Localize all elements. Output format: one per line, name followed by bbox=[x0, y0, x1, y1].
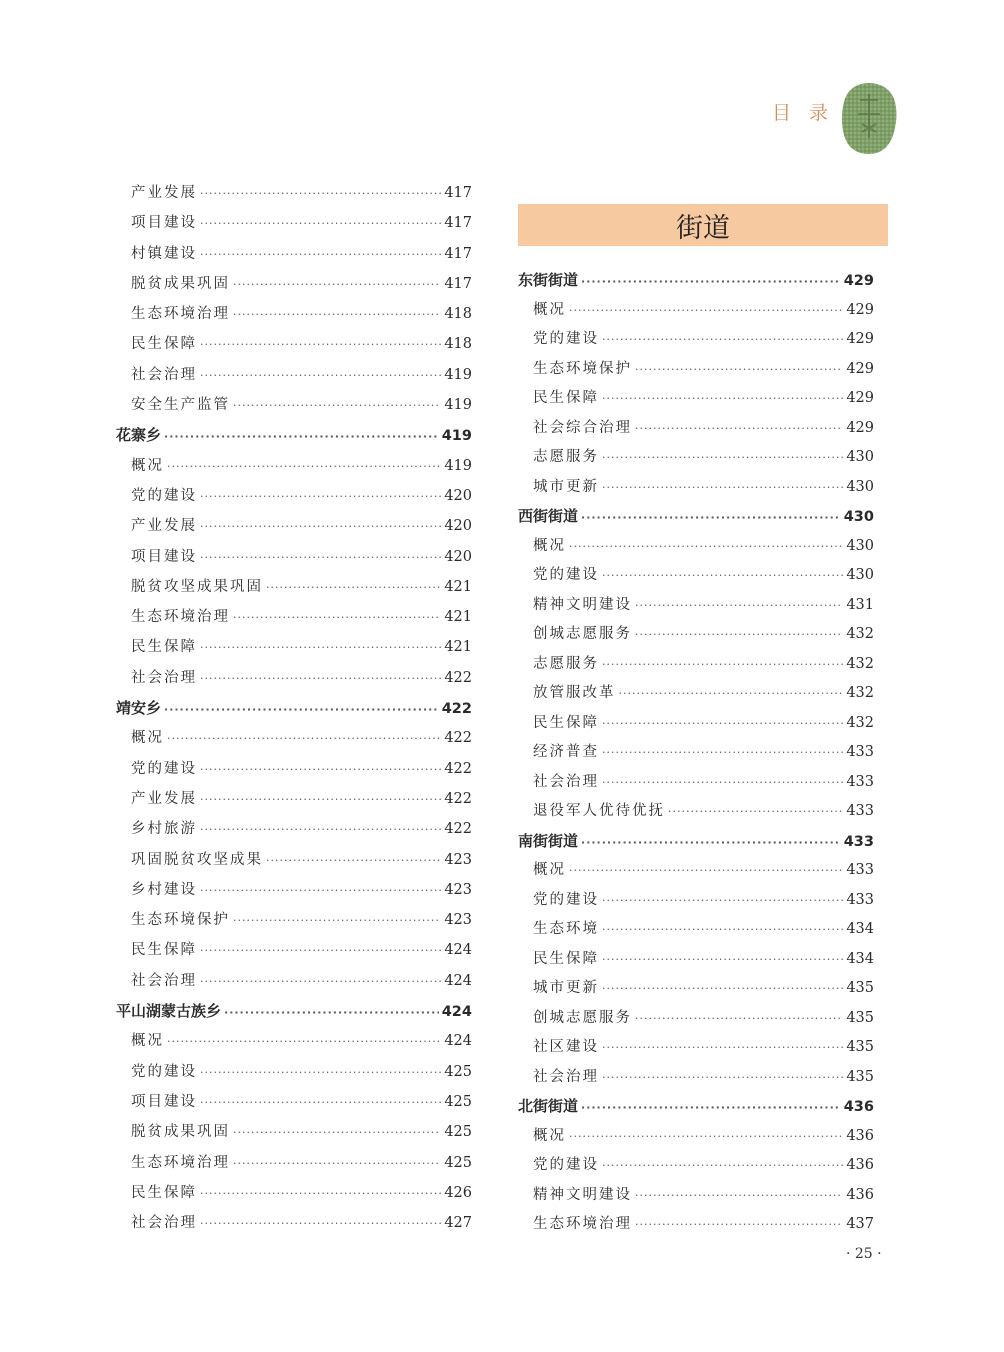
toc-entry[interactable] bbox=[518, 620, 874, 650]
toc-entry[interactable] bbox=[116, 814, 472, 844]
toc-entry-label: 乡村建设 bbox=[131, 881, 197, 898]
toc-entry-page: 419 bbox=[444, 457, 472, 474]
toc-entry-page: 429 bbox=[843, 273, 874, 289]
toc-leader-dots bbox=[167, 724, 441, 754]
toc-entry-label: 产业发展 bbox=[131, 185, 197, 201]
toc-left-column bbox=[116, 178, 472, 1238]
toc-entry-label: 民生保障 bbox=[131, 639, 197, 656]
toc-section-entry[interactable] bbox=[518, 827, 874, 857]
toc-leader-dots bbox=[200, 512, 441, 542]
toc-leader-dots bbox=[668, 797, 843, 827]
toc-leader-dots bbox=[200, 482, 441, 512]
toc-entry-label: 靖安乡 bbox=[116, 699, 162, 718]
toc-entry[interactable] bbox=[518, 414, 874, 444]
toc-leader-dots bbox=[602, 384, 843, 414]
toc-leader-dots bbox=[200, 1179, 441, 1209]
toc-leader-dots bbox=[602, 1033, 843, 1063]
toc-entry-page: 417 bbox=[444, 215, 472, 232]
toc-entry[interactable] bbox=[518, 1210, 874, 1240]
toc-entry-page: 431 bbox=[846, 596, 874, 613]
toc-entry-label: 社区建设 bbox=[533, 1039, 599, 1055]
toc-leader-dots bbox=[233, 300, 441, 330]
toc-entry-page: 436 bbox=[846, 1127, 874, 1144]
toc-entry[interactable] bbox=[116, 966, 472, 996]
toc-leader-dots bbox=[602, 325, 843, 355]
toc-entry-page: 433 bbox=[846, 803, 874, 819]
toc-entry-page: 421 bbox=[444, 639, 472, 656]
toc-entry-label: 平山湖蒙古族乡 bbox=[116, 1002, 222, 1021]
toc-entry-page: 423 bbox=[444, 851, 472, 868]
toc-entry[interactable] bbox=[116, 754, 472, 784]
toc-entry-page: 425 bbox=[444, 1154, 472, 1171]
toc-entry[interactable] bbox=[518, 443, 874, 473]
toc-leader-dots bbox=[635, 1004, 843, 1034]
toc-leader-dots bbox=[233, 1149, 441, 1179]
toc-entry-page: 432 bbox=[846, 685, 874, 701]
toc-leader-dots bbox=[635, 355, 843, 385]
toc-leader-dots bbox=[266, 573, 441, 603]
toc-entry-label: 概况 bbox=[533, 1127, 566, 1144]
toc-section-entry[interactable] bbox=[518, 1092, 874, 1122]
toc-entry[interactable] bbox=[518, 473, 874, 503]
toc-entry-label: 东街街道 bbox=[518, 271, 579, 289]
toc-entry[interactable] bbox=[116, 845, 472, 875]
toc-entry-label: 志愿服务 bbox=[533, 655, 599, 672]
toc-entry-page: 426 bbox=[444, 1184, 472, 1201]
toc-entry-label: 概况 bbox=[131, 457, 164, 474]
toc-entry-page: 434 bbox=[846, 950, 874, 967]
toc-entry-label: 民生保障 bbox=[533, 950, 599, 967]
toc-leader-dots bbox=[619, 679, 844, 709]
toc-entry-label: 党的建设 bbox=[533, 567, 599, 583]
toc-entry-page: 419 bbox=[444, 397, 472, 414]
toc-entry[interactable] bbox=[518, 591, 874, 621]
toc-leader-dots bbox=[602, 915, 843, 945]
toc-entry-page: 430 bbox=[846, 449, 874, 465]
toc-entry-label: 概况 bbox=[533, 862, 566, 878]
toc-entry[interactable] bbox=[518, 296, 874, 326]
toc-entry-page: 423 bbox=[444, 881, 472, 898]
toc-entry-page: 430 bbox=[846, 537, 874, 554]
toc-leader-dots bbox=[635, 620, 843, 650]
toc-leader-dots bbox=[635, 414, 843, 444]
toc-entry-label: 北街街道 bbox=[518, 1097, 579, 1115]
toc-entry-page: 422 bbox=[441, 701, 472, 718]
toc-entry[interactable] bbox=[116, 329, 472, 359]
toc-leader-dots bbox=[200, 209, 441, 239]
toc-leader-dots bbox=[635, 1181, 843, 1211]
toc-leader-dots bbox=[602, 974, 843, 1004]
toc-entry[interactable] bbox=[518, 1151, 874, 1181]
toc-entry[interactable] bbox=[518, 856, 874, 886]
toc-entry-page: 429 bbox=[846, 331, 874, 347]
toc-entry[interactable] bbox=[116, 542, 472, 572]
toc-entry[interactable] bbox=[116, 208, 472, 238]
toc-entry-label: 产业发展 bbox=[131, 790, 197, 807]
toc-entry[interactable] bbox=[518, 355, 874, 385]
toc-entry[interactable] bbox=[518, 1063, 874, 1093]
toc-entry-page: 432 bbox=[846, 655, 874, 672]
toc-entry-page: 433 bbox=[846, 862, 874, 878]
toc-entry-label: 西街街道 bbox=[518, 507, 579, 525]
toc-entry[interactable] bbox=[518, 384, 874, 414]
toc-leader-dots bbox=[581, 1093, 841, 1123]
toc-leader-dots bbox=[200, 664, 441, 694]
toc-entry-page: 430 bbox=[843, 509, 874, 525]
toc-entry-label: 概况 bbox=[131, 1033, 164, 1050]
toc-leader-dots bbox=[602, 1151, 843, 1181]
toc-leader-dots bbox=[200, 1058, 441, 1088]
toc-leader-dots bbox=[635, 1210, 843, 1240]
toc-entry[interactable] bbox=[116, 299, 472, 329]
toc-leader-dots bbox=[200, 967, 441, 997]
toc-entry-label: 脱贫成果巩固 bbox=[131, 1124, 230, 1141]
toc-entry-page: 436 bbox=[843, 1099, 874, 1115]
toc-entry-page: 425 bbox=[444, 1093, 472, 1110]
toc-entry[interactable] bbox=[116, 723, 472, 753]
toc-entry-label: 民生保障 bbox=[131, 942, 197, 959]
toc-entry[interactable] bbox=[116, 481, 472, 511]
toc-entry-page: 427 bbox=[444, 1215, 472, 1232]
toc-entry[interactable] bbox=[116, 239, 472, 269]
toc-entry-page: 421 bbox=[444, 578, 472, 595]
toc-entry[interactable] bbox=[518, 886, 874, 916]
toc-leader-dots bbox=[635, 591, 843, 621]
toc-entry-page: 430 bbox=[846, 567, 874, 583]
toc-section-entry[interactable] bbox=[116, 420, 472, 450]
toc-entry-page: 425 bbox=[444, 1063, 472, 1080]
toc-entry-page: 422 bbox=[444, 760, 472, 777]
toc-entry[interactable] bbox=[116, 1087, 472, 1117]
toc-entry-label: 乡村旅游 bbox=[131, 821, 197, 838]
toc-entry-label: 社会治理 bbox=[533, 1068, 599, 1085]
toc-entry-page: 424 bbox=[441, 1004, 472, 1021]
toc-entry[interactable] bbox=[116, 784, 472, 814]
toc-entry-label: 南街街道 bbox=[518, 831, 579, 850]
toc-entry-label: 经济普查 bbox=[533, 744, 599, 760]
toc-entry-label: 生态环境 bbox=[533, 921, 599, 937]
toc-entry[interactable] bbox=[116, 511, 472, 541]
toc-leader-dots bbox=[569, 296, 843, 326]
toc-entry-page: 420 bbox=[444, 548, 472, 565]
toc-entry-page: 417 bbox=[444, 185, 472, 201]
toc-entry-label: 城市更新 bbox=[533, 478, 599, 495]
toc-entry[interactable] bbox=[518, 1122, 874, 1152]
toc-entry[interactable] bbox=[116, 632, 472, 662]
toc-entry[interactable] bbox=[116, 875, 472, 905]
toc-entry-page: 432 bbox=[846, 714, 874, 731]
toc-entry-page: 417 bbox=[444, 245, 472, 262]
toc-entry-page: 417 bbox=[444, 275, 472, 292]
toc-entry-label: 巩固脱贫攻坚成果 bbox=[131, 851, 263, 868]
toc-leader-dots bbox=[164, 695, 439, 725]
toc-leader-dots bbox=[602, 443, 843, 473]
toc-entry-label: 项目建设 bbox=[131, 548, 197, 565]
toc-entry-page: 433 bbox=[846, 773, 874, 790]
toc-entry-label: 安全生产监管 bbox=[131, 397, 230, 414]
toc-entry[interactable] bbox=[518, 768, 874, 798]
toc-entry-page: 436 bbox=[846, 1157, 874, 1173]
toc-leader-dots bbox=[602, 738, 843, 768]
toc-entry[interactable] bbox=[116, 1178, 472, 1208]
toc-leader-dots bbox=[569, 1122, 843, 1152]
toc-entry-page: 420 bbox=[444, 518, 472, 535]
toc-leader-dots bbox=[200, 179, 441, 209]
header-title: 目 录 bbox=[772, 102, 835, 124]
toc-entry[interactable] bbox=[518, 915, 874, 945]
toc-leader-dots bbox=[602, 945, 843, 975]
toc-entry-label: 党的建设 bbox=[533, 1157, 599, 1173]
toc-entry-page: 419 bbox=[441, 428, 472, 445]
toc-entry-label: 党的建设 bbox=[533, 331, 599, 347]
toc-entry[interactable] bbox=[518, 1181, 874, 1211]
toc-entry-label: 生态环境治理 bbox=[131, 1154, 230, 1171]
toc-entry[interactable] bbox=[518, 650, 874, 680]
toc-entry[interactable] bbox=[116, 451, 472, 481]
toc-leader-dots bbox=[602, 886, 843, 916]
toc-entry-label: 创城志愿服务 bbox=[533, 626, 632, 642]
toc-leader-dots bbox=[602, 561, 843, 591]
toc-entry-page: 429 bbox=[846, 390, 874, 406]
toc-entry-page: 435 bbox=[846, 1068, 874, 1085]
toc-leader-dots bbox=[200, 633, 441, 663]
toc-leader-dots bbox=[602, 650, 843, 680]
toc-entry[interactable] bbox=[116, 360, 472, 390]
toc-entry-page: 422 bbox=[444, 821, 472, 838]
toc-leader-dots bbox=[233, 1118, 441, 1148]
toc-entry-page: 422 bbox=[444, 730, 472, 747]
toc-entry[interactable] bbox=[518, 561, 874, 591]
toc-entry-page: 429 bbox=[846, 419, 874, 436]
toc-leader-dots bbox=[200, 1209, 441, 1239]
toc-leader-dots bbox=[200, 755, 441, 785]
toc-entry-label: 产业发展 bbox=[131, 518, 197, 535]
toc-entry-label: 党的建设 bbox=[533, 891, 599, 908]
toc-entry-label: 生态环境治理 bbox=[131, 306, 230, 323]
toc-leader-dots bbox=[200, 330, 441, 360]
toc-entry[interactable] bbox=[116, 572, 472, 602]
toc-leader-dots bbox=[200, 815, 441, 845]
toc-entry[interactable] bbox=[116, 269, 472, 299]
toc-entry-label: 生态环境保护 bbox=[131, 912, 230, 929]
toc-entry[interactable] bbox=[116, 1148, 472, 1178]
toc-entry[interactable] bbox=[116, 935, 472, 965]
toc-entry-label: 概况 bbox=[131, 730, 164, 747]
toc-leader-dots bbox=[602, 709, 843, 739]
toc-entry-label: 精神文明建设 bbox=[533, 1186, 632, 1203]
toc-entry[interactable] bbox=[116, 1026, 472, 1056]
toc-leader-dots bbox=[200, 361, 441, 391]
toc-entry-page: 435 bbox=[846, 980, 874, 996]
toc-entry-label: 党的建设 bbox=[131, 1063, 197, 1080]
toc-entry[interactable] bbox=[518, 325, 874, 355]
toc-entry-label: 社会治理 bbox=[131, 972, 197, 989]
toc-entry-label: 生态环境治理 bbox=[533, 1216, 632, 1232]
toc-entry-page: 434 bbox=[846, 921, 874, 937]
toc-entry-label: 放管服改革 bbox=[533, 685, 616, 701]
toc-leader-dots bbox=[200, 543, 441, 573]
toc-entry-label: 城市更新 bbox=[533, 980, 599, 996]
toc-leader-dots bbox=[569, 532, 843, 562]
toc-entry-page: 419 bbox=[444, 366, 472, 383]
toc-leader-dots bbox=[581, 828, 841, 858]
toc-entry[interactable] bbox=[116, 602, 472, 632]
toc-leader-dots bbox=[233, 906, 441, 936]
toc-entry-page: 420 bbox=[444, 487, 472, 504]
toc-section-entry[interactable] bbox=[116, 693, 472, 723]
toc-entry[interactable] bbox=[518, 1033, 874, 1063]
toc-entry-page: 430 bbox=[846, 478, 874, 495]
toc-entry-page: 418 bbox=[444, 336, 472, 353]
section-banner: 街道 bbox=[518, 204, 888, 246]
toc-entry-page: 421 bbox=[444, 609, 472, 626]
toc-entry-label: 项目建设 bbox=[131, 215, 197, 232]
toc-leader-dots bbox=[167, 452, 441, 482]
toc-entry[interactable] bbox=[116, 905, 472, 935]
toc-entry-label: 社会治理 bbox=[131, 1215, 197, 1232]
toc-list-left bbox=[116, 178, 472, 1238]
toc-entry[interactable] bbox=[518, 974, 874, 1004]
toc-leader-dots bbox=[200, 785, 441, 815]
toc-leader-dots bbox=[569, 856, 843, 886]
toc-entry[interactable] bbox=[518, 945, 874, 975]
toc-entry-page: 429 bbox=[846, 301, 874, 318]
toc-entry-page: 424 bbox=[444, 942, 472, 959]
toc-leader-dots bbox=[581, 503, 841, 533]
toc-entry[interactable] bbox=[518, 797, 874, 827]
toc-entry[interactable] bbox=[116, 1208, 472, 1238]
toc-entry-page: 435 bbox=[846, 1039, 874, 1055]
toc-entry[interactable] bbox=[518, 532, 874, 562]
toc-entry-page: 435 bbox=[846, 1009, 874, 1026]
toc-right-column bbox=[518, 204, 874, 1240]
toc-leader-dots bbox=[164, 422, 439, 452]
toc-leader-dots bbox=[200, 936, 441, 966]
toc-entry-page: 433 bbox=[846, 891, 874, 908]
toc-entry-page: 422 bbox=[444, 790, 472, 807]
toc-leader-dots bbox=[200, 240, 441, 270]
toc-leader-dots bbox=[200, 876, 441, 906]
toc-entry-page: 429 bbox=[846, 360, 874, 377]
toc-entry-label: 概况 bbox=[533, 537, 566, 554]
toc-entry-label: 精神文明建设 bbox=[533, 596, 632, 613]
toc-section-entry[interactable] bbox=[518, 266, 874, 296]
toc-leader-dots bbox=[233, 270, 441, 300]
toc-entry[interactable] bbox=[116, 390, 472, 420]
toc-entry-label: 村镇建设 bbox=[131, 245, 197, 262]
toc-entry-label: 民生保障 bbox=[131, 336, 197, 353]
toc-entry-page: 418 bbox=[444, 306, 472, 323]
toc-entry-page: 432 bbox=[846, 626, 874, 642]
toc-entry-label: 党的建设 bbox=[131, 760, 197, 777]
toc-entry-label: 民生保障 bbox=[131, 1184, 197, 1201]
toc-entry-label: 社会治理 bbox=[131, 669, 197, 686]
toc-entry[interactable] bbox=[518, 709, 874, 739]
toc-entry-page: 422 bbox=[444, 669, 472, 686]
toc-entry-label: 社会综合治理 bbox=[533, 419, 632, 436]
toc-entry-label: 社会治理 bbox=[131, 366, 197, 383]
toc-leader-dots bbox=[233, 391, 441, 421]
toc-entry[interactable] bbox=[116, 178, 472, 208]
toc-entry[interactable] bbox=[116, 1057, 472, 1087]
toc-entry-label: 退役军人优待优抚 bbox=[533, 803, 665, 819]
toc-entry-label: 生态环境保护 bbox=[533, 360, 632, 377]
toc-entry-label: 创城志愿服务 bbox=[533, 1009, 632, 1026]
toc-entry[interactable] bbox=[518, 738, 874, 768]
toc-leader-dots bbox=[167, 1027, 441, 1057]
toc-entry-label: 概况 bbox=[533, 301, 566, 318]
toc-section-entry[interactable] bbox=[116, 996, 472, 1026]
toc-leader-dots bbox=[602, 768, 843, 798]
toc-entry[interactable] bbox=[518, 679, 874, 709]
toc-entry-page: 424 bbox=[444, 972, 472, 989]
toc-entry-label: 脱贫攻坚成果巩固 bbox=[131, 578, 263, 595]
toc-leader-dots bbox=[581, 267, 841, 297]
toc-entry-page: 433 bbox=[843, 833, 874, 850]
toc-entry-label: 花寨乡 bbox=[116, 426, 162, 445]
toc-entry-label: 社会治理 bbox=[533, 773, 599, 790]
toc-entry-page: 437 bbox=[846, 1216, 874, 1232]
toc-entry-page: 433 bbox=[846, 744, 874, 760]
toc-entry-label: 项目建设 bbox=[131, 1093, 197, 1110]
toc-entry-page: 436 bbox=[846, 1186, 874, 1203]
toc-list-right bbox=[518, 266, 874, 1240]
toc-leader-dots bbox=[602, 1063, 843, 1093]
toc-entry[interactable] bbox=[116, 1117, 472, 1147]
toc-entry-label: 脱贫成果巩固 bbox=[131, 275, 230, 292]
toc-leader-dots bbox=[266, 846, 441, 876]
toc-leader-dots bbox=[602, 473, 843, 503]
toc-entry-label: 志愿服务 bbox=[533, 449, 599, 465]
toc-entry[interactable] bbox=[518, 1004, 874, 1034]
toc-leader-dots bbox=[224, 998, 439, 1028]
toc-leader-dots bbox=[233, 603, 441, 633]
toc-entry-label: 民生保障 bbox=[533, 714, 599, 731]
toc-entry-label: 生态环境治理 bbox=[131, 609, 230, 626]
toc-entry-page: 425 bbox=[444, 1124, 472, 1141]
toc-entry[interactable] bbox=[116, 663, 472, 693]
toc-entry-page: 423 bbox=[444, 912, 472, 929]
toc-entry-label: 民生保障 bbox=[533, 390, 599, 406]
toc-leader-dots bbox=[200, 1088, 441, 1118]
toc-entry-label: 党的建设 bbox=[131, 487, 197, 504]
seal-stamp-icon bbox=[838, 80, 900, 156]
page-number: · 25 · bbox=[846, 1246, 882, 1262]
toc-section-entry[interactable] bbox=[518, 502, 874, 532]
toc-entry-page: 424 bbox=[444, 1033, 472, 1050]
